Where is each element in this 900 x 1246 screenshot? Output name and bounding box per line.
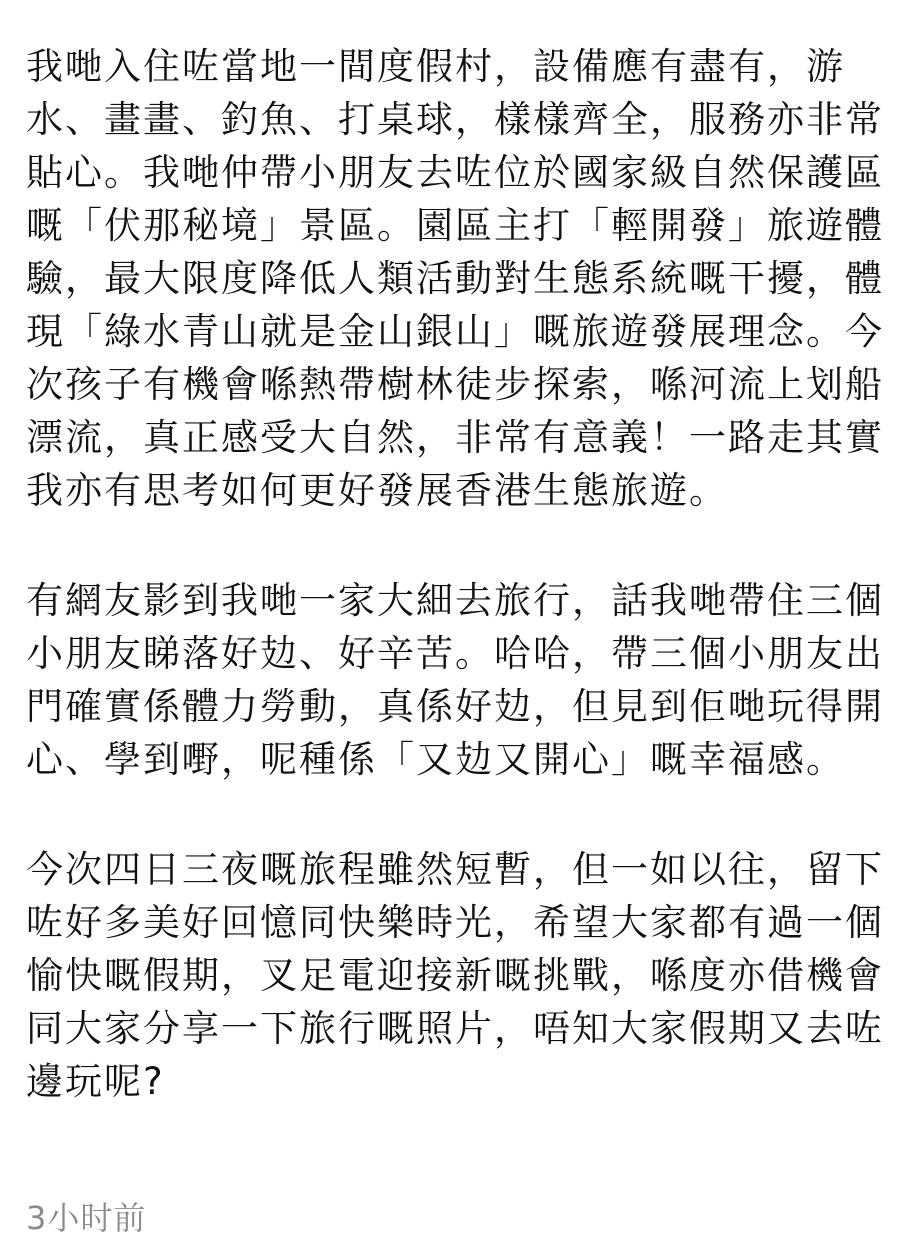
post-body xyxy=(26,40,888,1108)
paragraph-gap xyxy=(26,517,888,574)
paragraph-gap xyxy=(26,786,888,843)
post-paragraph-3: 今次四日三夜嘅旅程雖然短暫，但一如以往，留下咗好多美好回憶同快樂時光，希望大家都有過一個愉快嘅假期，叉足電迎接新嘅挑戰，喺度亦借機會同大家分享一下旅行嘅照片，唔知大家假期又去咗邊玩呢? xyxy=(26,848,884,1103)
post-paragraph-1: 我哋入住咗當地一間度假村，設備應有盡有，游水、畫畫、釣魚、打桌球，樣樣齊全，服務亦非常貼心。我哋仲帶小朋友去咗位於國家級自然保護區嘅「伏那秘境」景區。園區主打「輕開發」旅遊體驗，最大限度降低人類活動對生態系統嘅干擾，體現「綠水青山就是金山銀山」嘅旅遊發展理念。今次孩子有機會喺熱帶樹林徒步探索，喺河流上划船漂流，真正感受大自然，非常有意義！一路走其實我亦有思考如何更好發展香港生態旅遊。 xyxy=(26,45,884,512)
post-paragraph-2: 有網友影到我哋一家大細去旅行，話我哋帶住三個小朋友睇落好攰、好辛苦。哈哈，帶三個小朋友出門確實係體力勞動，真係好攰，但見到佢哋玩得開心、學到嘢，呢種係「又攰又開心」嘅幸福感。 xyxy=(26,579,884,781)
post-timestamp: 3小时前 xyxy=(26,1199,147,1237)
